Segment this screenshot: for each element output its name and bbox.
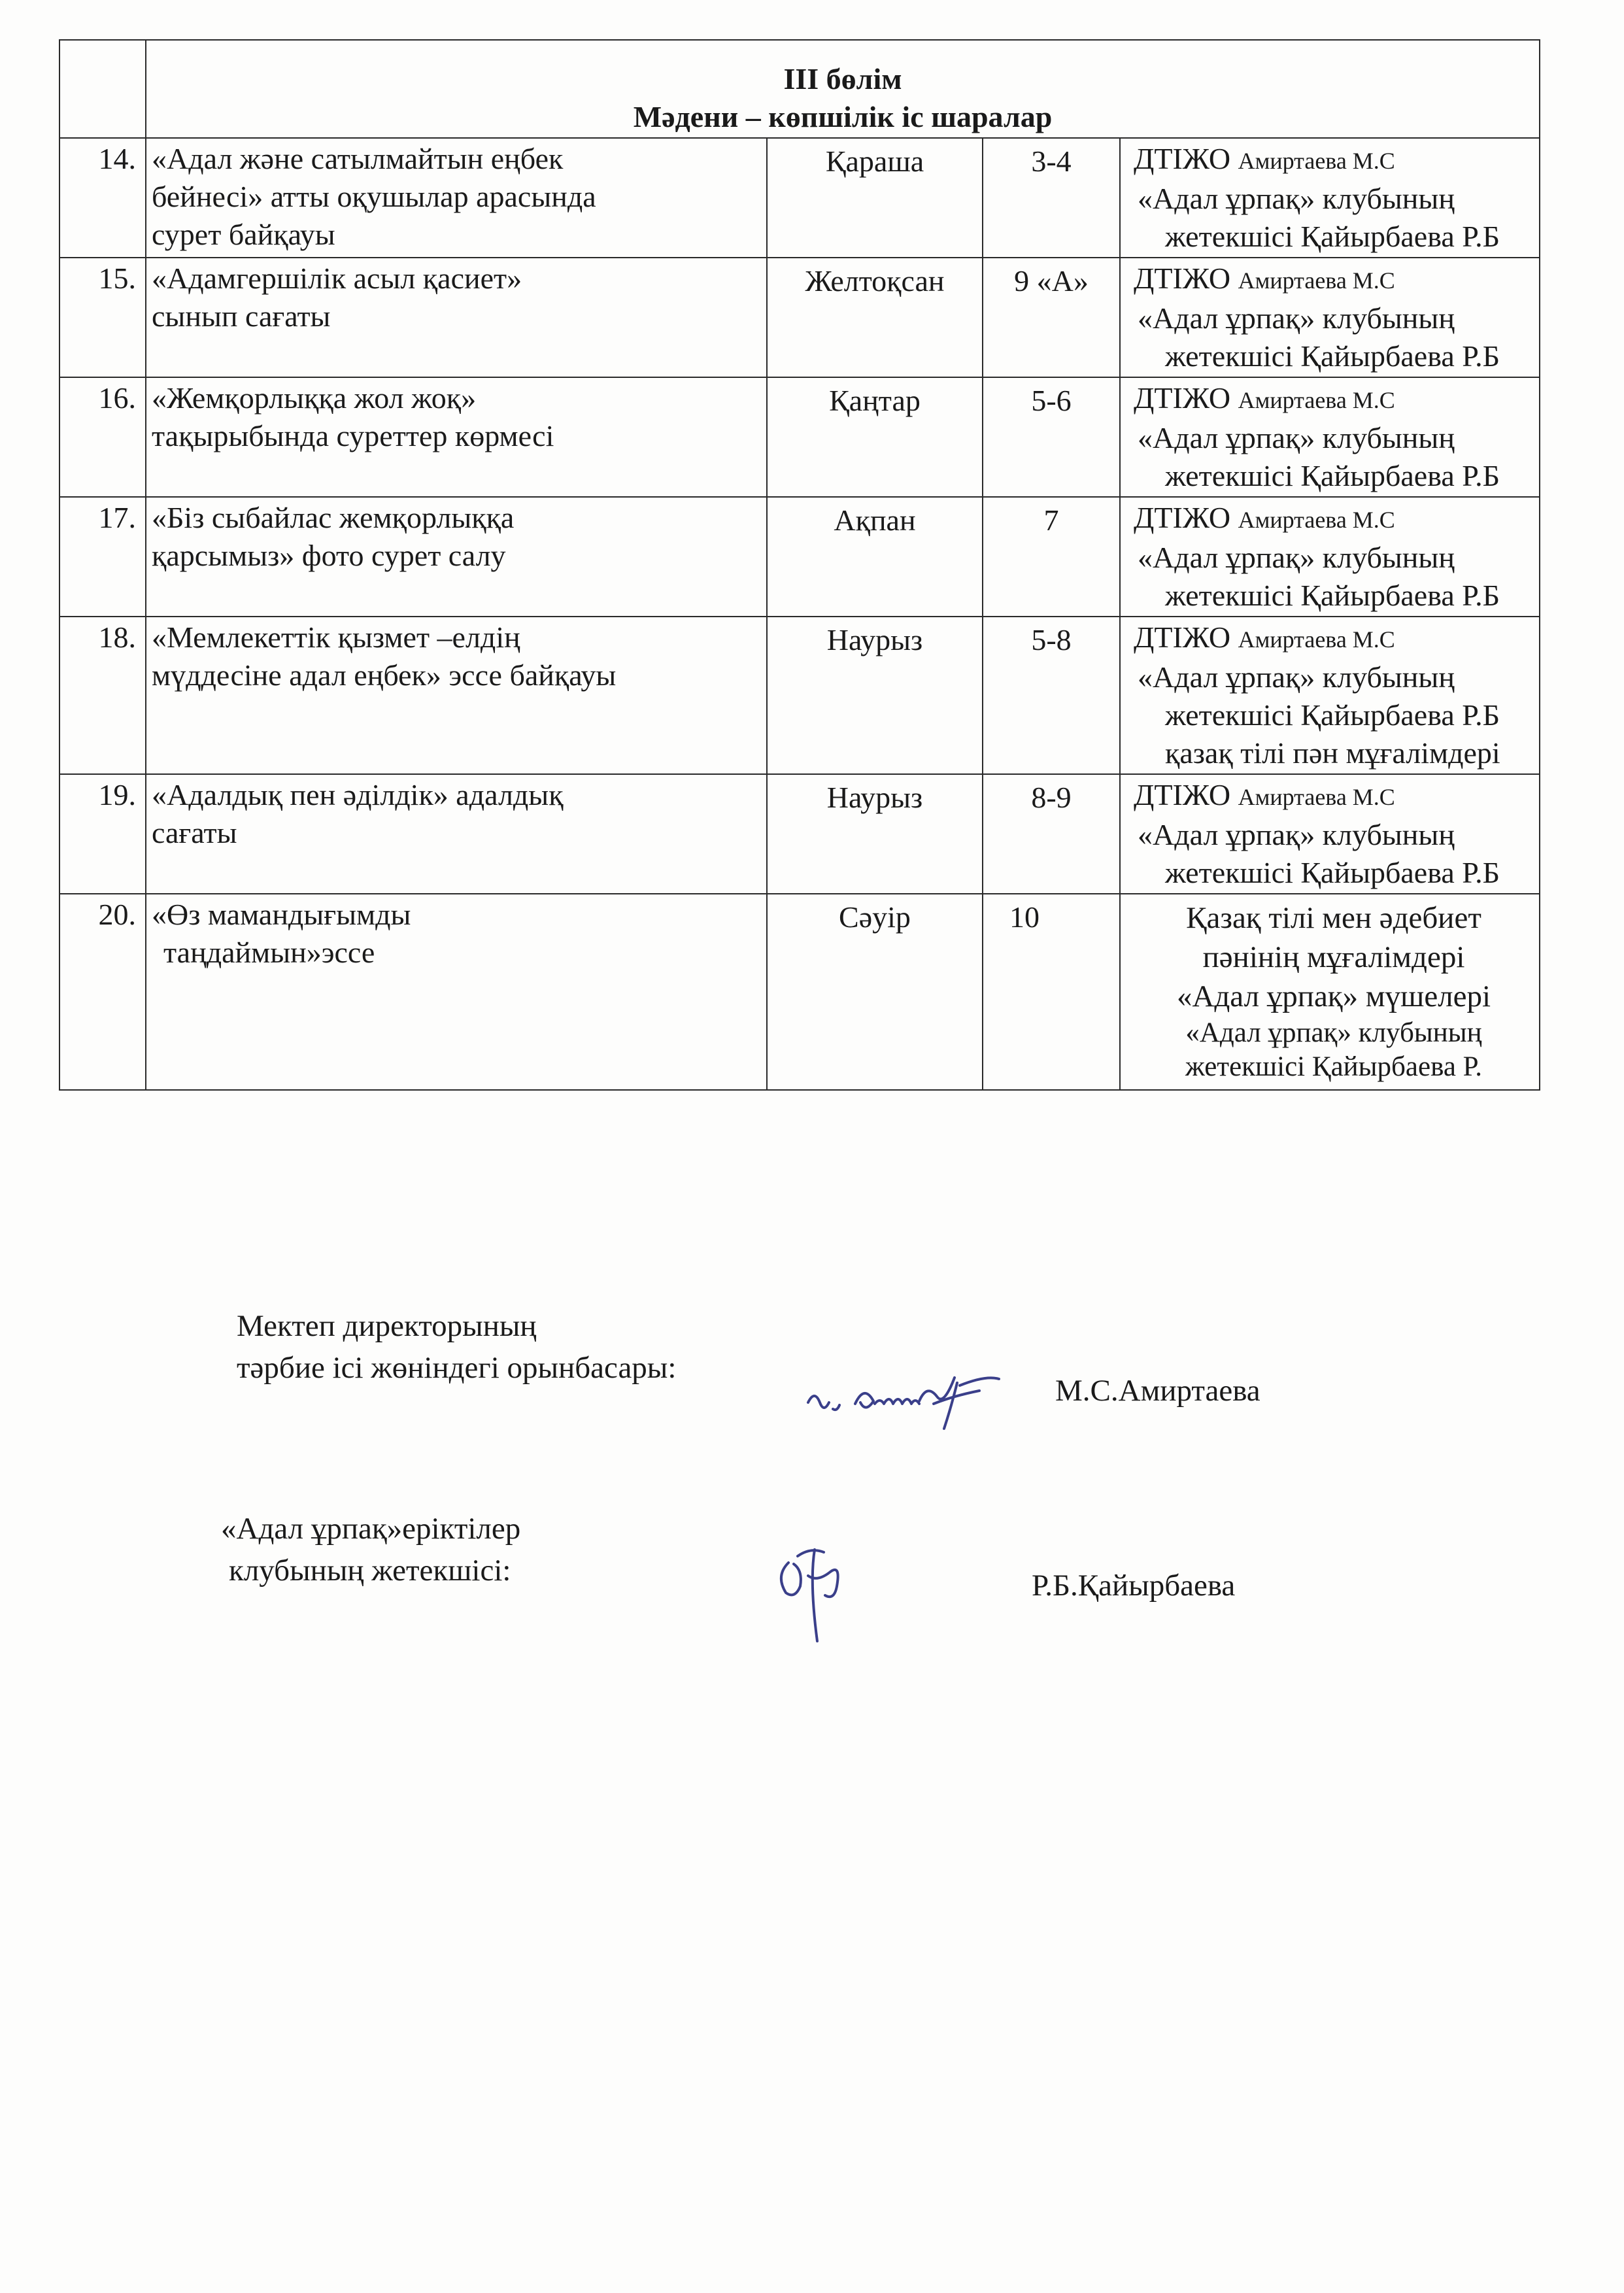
section-title: III бөлім <box>783 62 902 95</box>
responsible-line: пәнінің мұғалімдері <box>1202 940 1465 974</box>
event-month: Наурыз <box>767 774 983 894</box>
event-row <box>59 774 1540 894</box>
event-row <box>59 617 1540 774</box>
event-title-line: сағаты <box>152 816 237 849</box>
responsible-line: жетекшісі Қайырбаева Р.Б <box>1165 698 1500 732</box>
event-responsible <box>1120 258 1540 377</box>
event-title-line: мүддесіне адал еңбек» эссе байқауы <box>152 658 617 692</box>
responsible-line: қазақ тілі пән мұғалімдері <box>1165 736 1500 770</box>
event-class: 3-4 <box>983 138 1120 258</box>
responsible-line: ДТІЖО Амиртаева М.С <box>1134 262 1395 295</box>
event-month: Қаңтар <box>767 377 983 497</box>
responsible-line: «Адал ұрпақ» клубының <box>1138 660 1455 694</box>
event-title-line: сурет байқауы <box>152 218 335 251</box>
deputy-director-label <box>237 1305 676 1389</box>
row-number: 16. <box>59 377 146 497</box>
responsible-line: жетекшісі Қайырбаева Р.Б <box>1165 339 1500 373</box>
event-row <box>59 894 1540 1090</box>
event-responsible <box>1120 774 1540 894</box>
row-number: 15. <box>59 258 146 377</box>
event-responsible <box>1120 377 1540 497</box>
deputy-director-signature <box>803 1363 1051 1435</box>
event-class: 10 <box>983 894 1120 1090</box>
event-responsible <box>1120 894 1540 1090</box>
signature-label-line: «Адал ұрпақ»еріктілер <box>221 1512 521 1546</box>
deputy-director-name: М.С.Амиртаева <box>1055 1374 1260 1408</box>
event-responsible <box>1120 617 1540 774</box>
event-title-line: «Адалдық пен әділдік» адалдық <box>152 778 564 811</box>
responsible-line: «Адал ұрпақ» клубының <box>1138 301 1455 335</box>
responsible-line: жетекшісі Қайырбаева Р.Б <box>1165 220 1500 253</box>
club-leader-signature <box>769 1537 867 1648</box>
event-responsible <box>1120 497 1540 617</box>
responsible-line: ДТІЖО Амиртаева М.С <box>1134 501 1395 534</box>
club-leader-label <box>221 1508 520 1591</box>
event-title-line: «Адамгершілік асыл қасиет» <box>152 262 522 295</box>
responsible-line: «Адал ұрпақ» мүшелері <box>1176 979 1491 1013</box>
section-header-row <box>59 40 1540 138</box>
row-number: 17. <box>59 497 146 617</box>
responsible-line: «Адал ұрпақ» клубының <box>1138 182 1455 215</box>
event-row <box>59 377 1540 497</box>
responsible-line: «Адал ұрпақ» клубының <box>1138 818 1455 851</box>
event-responsible <box>1120 138 1540 258</box>
row-number: 19. <box>59 774 146 894</box>
event-title-line: «Жемқорлыққа жол жоқ» <box>152 381 477 415</box>
event-title-line: «Мемлекеттік қызмет –елдің <box>152 620 520 654</box>
responsible-line: ДТІЖО Амиртаева М.С <box>1134 778 1395 811</box>
section-header-cell <box>146 40 1540 138</box>
responsible-line: ДТІЖО Амиртаева М.С <box>1134 381 1395 415</box>
event-row <box>59 497 1540 617</box>
event-class: 5-6 <box>983 377 1120 497</box>
events-table <box>59 39 1540 1091</box>
event-title-line: таңдаймын»эссе <box>163 936 375 969</box>
event-class: 8-9 <box>983 774 1120 894</box>
event-title-line: қарсымыз» фото сурет салу <box>152 539 506 572</box>
event-title-line: «Өз мамандығымды <box>152 898 411 931</box>
signature-label-line: тәрбие ісі жөніндегі орынбасары: <box>237 1351 677 1385</box>
event-month: Сәуір <box>767 894 983 1090</box>
responsible-line: жетекшісі Қайырбаева Р.Б <box>1165 579 1500 612</box>
responsible-line: Қазақ тілі мен әдебиет <box>1186 901 1481 935</box>
event-title-cell <box>146 258 767 377</box>
event-month: Қараша <box>767 138 983 258</box>
responsible-line: «Адал ұрпақ» клубының <box>1185 1017 1482 1048</box>
event-title-line: «Адал және сатылмайтын еңбек <box>152 142 564 175</box>
event-class: 7 <box>983 497 1120 617</box>
event-month: Ақпан <box>767 497 983 617</box>
row-number: 20. <box>59 894 146 1090</box>
club-leader-name: Р.Б.Қайырбаева <box>1032 1569 1236 1603</box>
event-title-line: сынып сағаты <box>152 299 331 333</box>
event-month: Желтоқсан <box>767 258 983 377</box>
signature-label-line: Мектеп директорының <box>237 1309 537 1343</box>
event-title-cell <box>146 377 767 497</box>
event-class: 9 «А» <box>983 258 1120 377</box>
responsible-line: жетекшісі Қайырбаева Р.Б <box>1165 856 1500 889</box>
event-title-cell <box>146 894 767 1090</box>
event-title-cell <box>146 497 767 617</box>
event-row <box>59 138 1540 258</box>
responsible-line: ДТІЖО Амиртаева М.С <box>1134 142 1395 175</box>
row-number: 14. <box>59 138 146 258</box>
event-title-line: тақырыбында суреттер көрмесі <box>152 419 554 452</box>
event-title-line: бейнесі» атты оқушылар арасында <box>152 180 596 213</box>
section-subtitle: Мәдени – көпшілік іс шаралар <box>633 100 1053 133</box>
responsible-line: «Адал ұрпақ» клубының <box>1138 541 1455 574</box>
event-title-cell <box>146 617 767 774</box>
row-number: 18. <box>59 617 146 774</box>
event-row <box>59 258 1540 377</box>
event-title-cell <box>146 138 767 258</box>
signature-label-line: клубының жетекшісі: <box>229 1554 511 1588</box>
responsible-line: ДТІЖО Амиртаева М.С <box>1134 620 1395 654</box>
responsible-line: «Адал ұрпақ» клубының <box>1138 421 1455 454</box>
event-title-line: «Біз сыбайлас жемқорлыққа <box>152 501 515 534</box>
responsible-line: жетекшісі Қайырбаева Р. <box>1185 1051 1482 1082</box>
event-class: 5-8 <box>983 617 1120 774</box>
event-month: Наурыз <box>767 617 983 774</box>
event-title-cell <box>146 774 767 894</box>
empty-corner-cell <box>59 40 146 138</box>
responsible-line: жетекшісі Қайырбаева Р.Б <box>1165 459 1500 492</box>
